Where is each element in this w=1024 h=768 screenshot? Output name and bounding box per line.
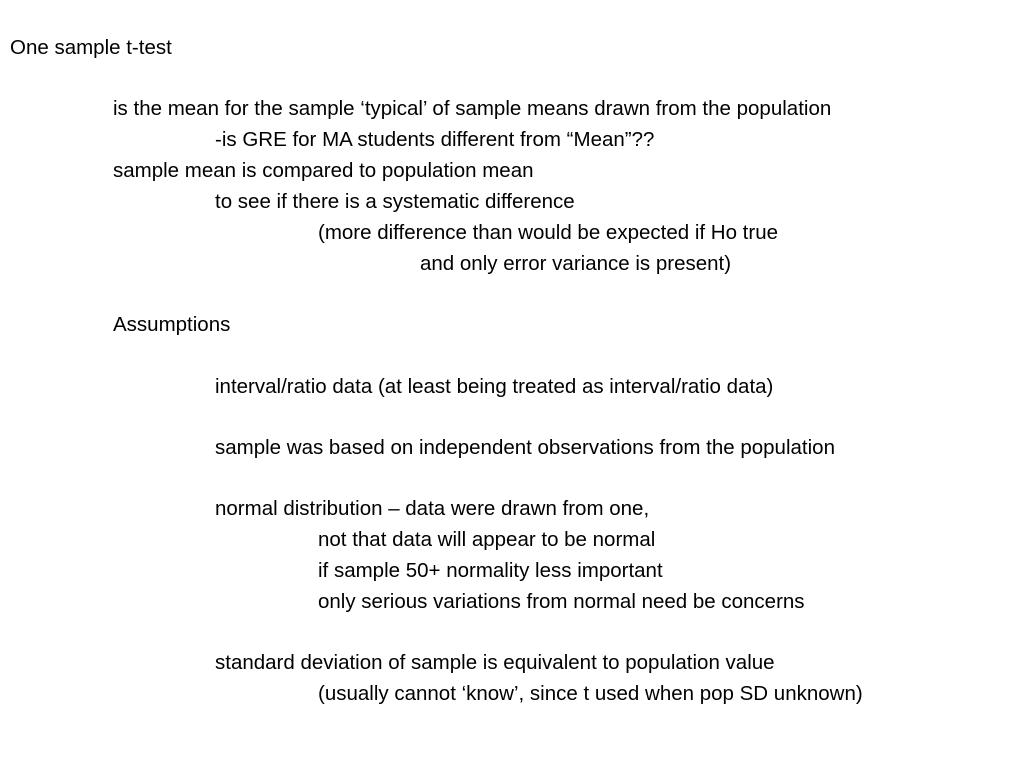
text-line-example: -is GRE for MA students different from “Mean”?? [215, 128, 655, 151]
normality-note-1: not that data will appear to be normal [318, 528, 656, 551]
text-line-question: is the mean for the sample ‘typical’ of sample means drawn from the population [113, 97, 832, 120]
text-line-ho-note: (more difference than would be expected if Ho true [318, 221, 778, 244]
assumption-interval-data: interval/ratio data (at least being treated as interval/ratio data) [215, 375, 774, 398]
text-line-comparison: sample mean is compared to population mean [113, 159, 534, 182]
assumptions-heading: Assumptions [113, 313, 231, 336]
standard-deviation-note: (usually cannot ‘know’, since t used when pop SD unknown) [318, 682, 863, 705]
assumption-standard-deviation: standard deviation of sample is equivalent to population value [215, 651, 775, 674]
assumption-normality: normal distribution – data were drawn from one, [215, 497, 650, 520]
normality-note-2: if sample 50+ normality less important [318, 559, 663, 582]
slide-title: One sample t-test [10, 36, 172, 59]
assumption-independence: sample was based on independent observations from the population [215, 436, 835, 459]
text-line-purpose: to see if there is a systematic difference [215, 190, 575, 213]
text-line-error-variance: and only error variance is present) [420, 252, 732, 275]
normality-note-3: only serious variations from normal need be concerns [318, 590, 805, 613]
